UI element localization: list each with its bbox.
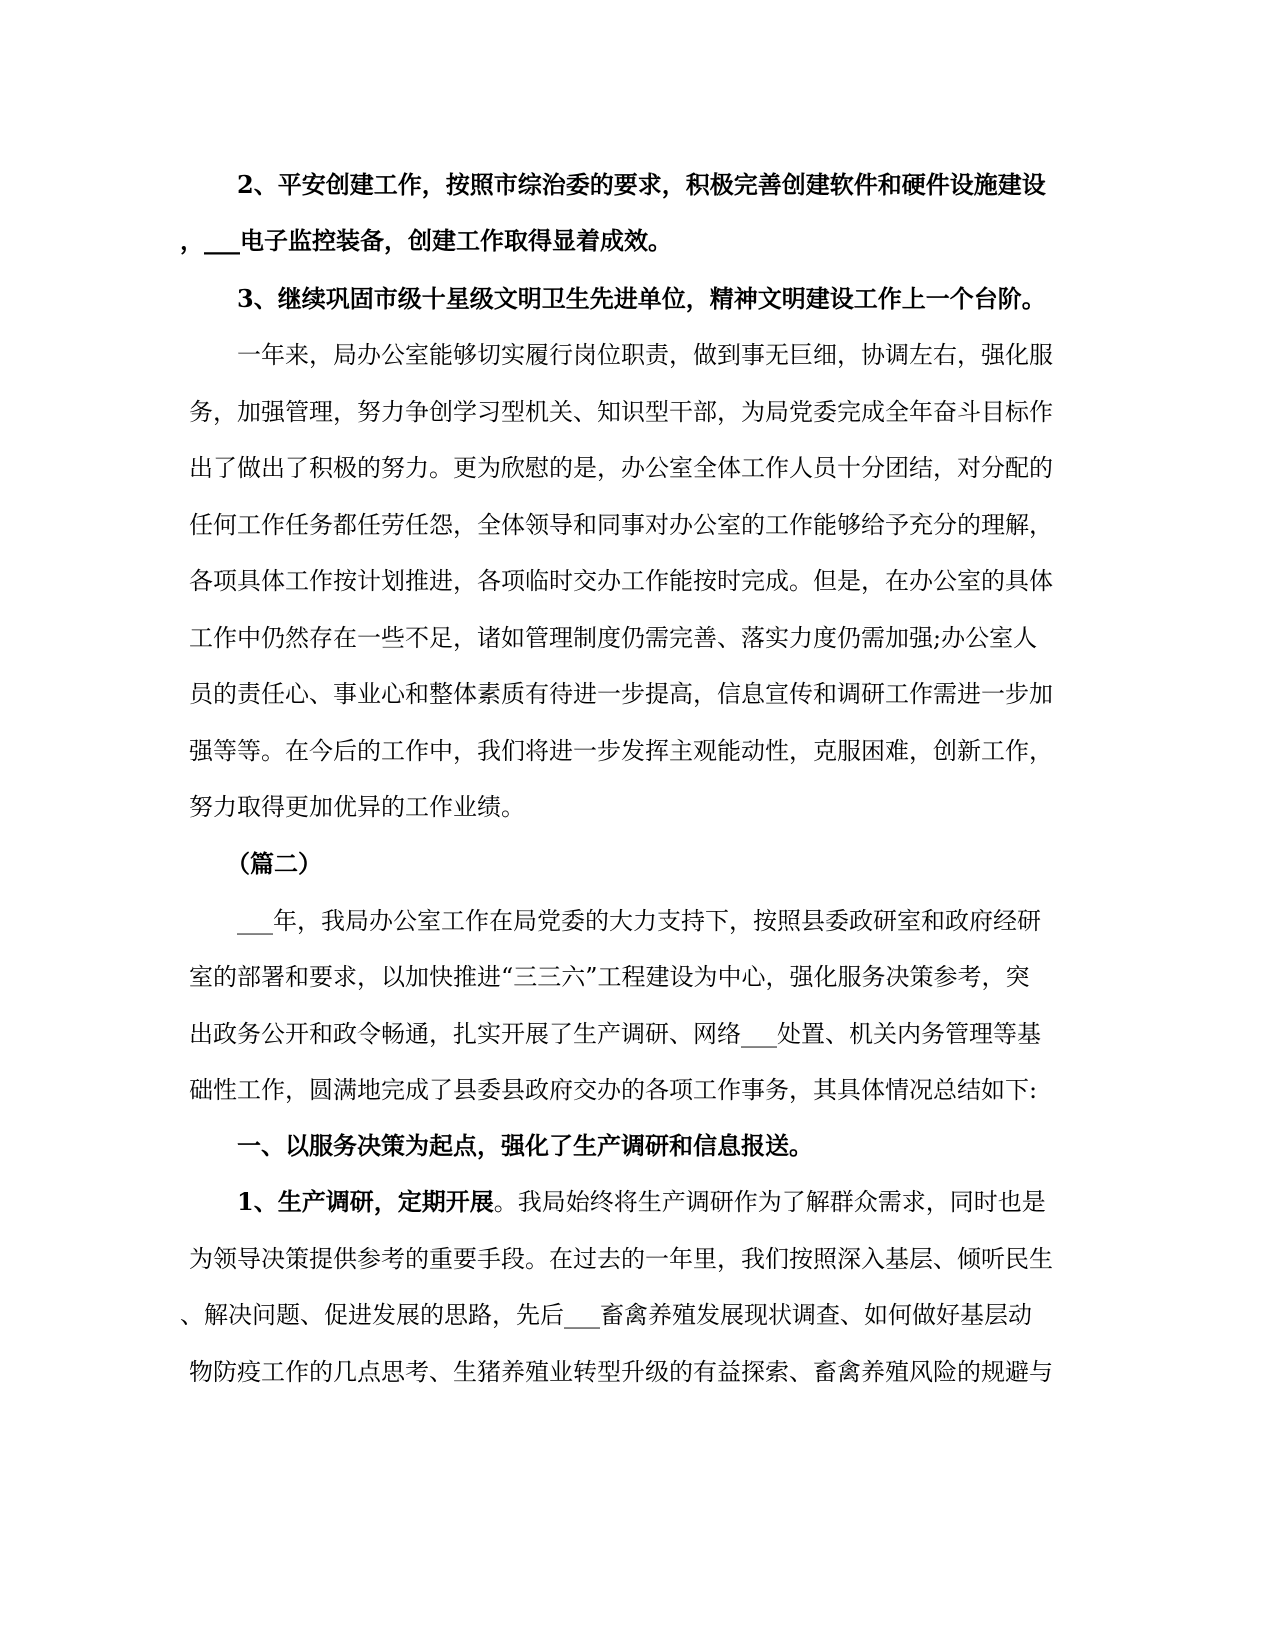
paragraph-line [0,566,1275,596]
text-line: 3、继续巩固市级十星级文明卫生先进单位，精神文明建设工作上一个台阶。 [237,284,1046,313]
text-line: 一、以服务决策为起点，强化了生产调研和信息报送。 [237,1131,813,1160]
text-line: 务，加强管理，努力争创学习型机关、知识型干部，为局党委完成全年奋斗目标作 [189,398,1053,426]
paragraph-line [0,623,1275,653]
text-line: 员的责任心、事业心和整体素质有待进一步提高，信息宣传和调研工作需进一步加 [189,680,1053,708]
section-heading-one [0,1131,1275,1161]
paragraph-line [0,453,1275,483]
list-item-civilization [0,284,1275,314]
paragraph-line [0,1357,1275,1387]
text-line: 、解决问题、促进发展的思路，先后___畜禽养殖发展现状调查、如何做好基层动 [180,1301,1032,1329]
paragraph-line [0,736,1275,766]
paragraph-line [0,510,1275,540]
text-line: 础性工作，圆满地完成了县委县政府交办的各项工作事务，其具体情况总结如下: [189,1076,1038,1104]
text-line: 一年来，局办公室能够切实履行岗位职责，做到事无巨细，协调左右，强化服 [237,341,1053,369]
paragraph-line [0,1244,1275,1274]
paragraph-line [0,962,1275,992]
paragraph-line [0,906,1275,936]
paragraph-line [0,792,1275,822]
paragraph-line [0,1075,1275,1105]
text-line: 强等等。在今后的工作中，我们将进一步发挥主观能动性，克服困难，创新工作， [189,737,1053,765]
list-item-safety [0,170,1275,200]
list-item-safety-cont [0,226,1275,256]
subheading-inline: 1、生产调研，定期开展 [237,1187,494,1216]
text-line: 。我局始终将生产调研作为了解群众需求，同时也是 [493,1188,1046,1216]
paragraph-line [0,1019,1275,1049]
text-line: （篇二） [226,849,322,878]
text-line: 出了做出了积极的努力。更为欣慰的是，办公室全体工作人员十分团结，对分配的 [189,454,1053,482]
text-line: 努力取得更加优异的工作业绩。 [189,793,525,821]
paragraph-line [0,340,1275,370]
paragraph-line [0,1187,1275,1217]
text-line: 出政务公开和政令畅通，扎实开展了生产调研、网络___处置、机关内务管理等基 [189,1020,1041,1048]
text-line: 各项具体工作按计划推进，各项临时交办工作能按时完成。但是，在办公室的具体 [189,567,1053,595]
text-line: ___年，我局办公室工作在局党委的大力支持下，按照县委政研室和政府经研 [237,907,1041,935]
section-heading-part-two [0,849,1275,879]
text-line: 室的部署和要求，以加快推进“三三六”工程建设为中心，强化服务决策参考，突 [189,963,1030,991]
text-line: 任何工作任务都任劳任怨，全体领导和同事对办公室的工作能够给予充分的理解， [189,511,1053,539]
text-line: 2、平安创建工作，按照市综治委的要求，积极完善创建软件和硬件设施建设 [237,170,1046,199]
text-line: ，___电子监控装备，创建工作取得显着成效。 [180,226,672,255]
paragraph-line [0,1300,1275,1330]
text-line: 工作中仍然存在一些不足，诸如管理制度仍需完善、落实力度仍需加强;办公室人 [189,624,1038,652]
text-line: 为领导决策提供参考的重要手段。在过去的一年里，我们按照深入基层、倾听民生 [189,1245,1053,1273]
paragraph-line [0,397,1275,427]
paragraph-line [0,679,1275,709]
text-line: 物防疫工作的几点思考、生猪养殖业转型升级的有益探索、畜禽养殖风险的规避与 [189,1358,1053,1386]
